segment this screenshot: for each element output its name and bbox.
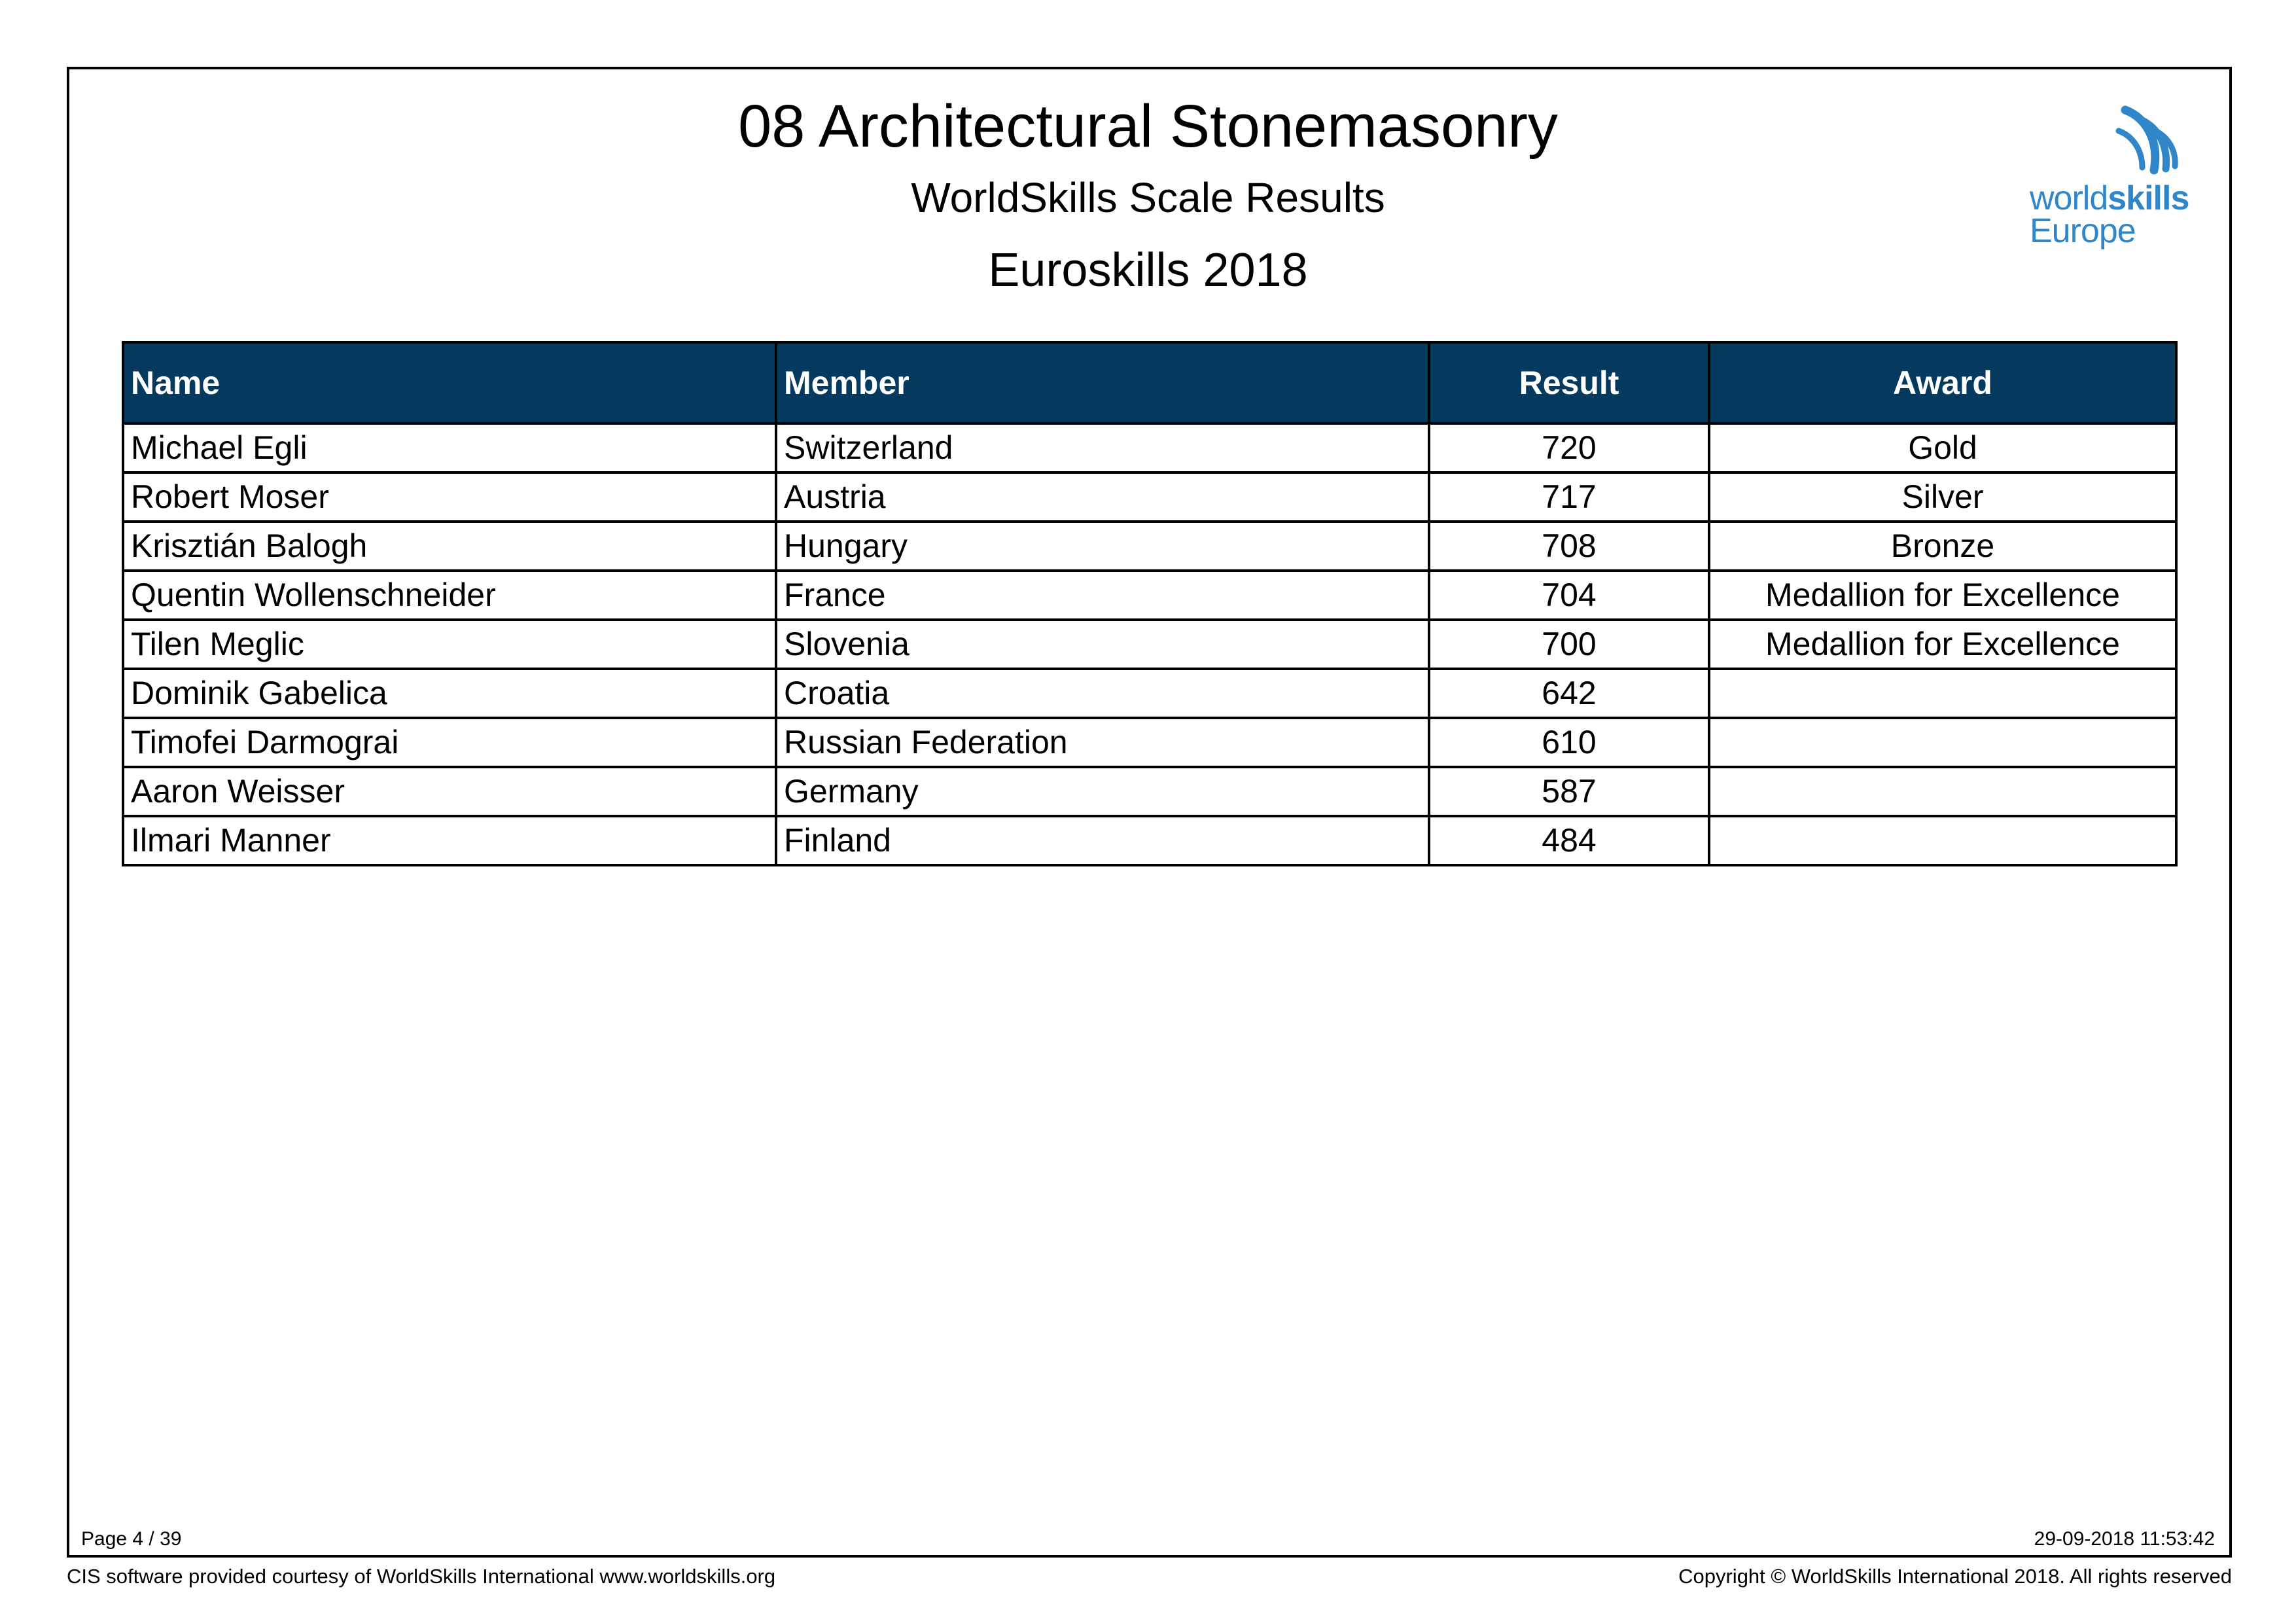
cell-member: Croatia [776,669,1429,718]
cell-name: Quentin Wollenschneider [123,571,776,620]
cell-award: Medallion for Excellence [1709,620,2176,669]
table-row [123,669,2176,718]
cell-result: 587 [1429,767,1709,816]
cell-name: Timofei Darmograi [123,718,776,767]
cell-award [1709,718,2176,767]
cell-result: 642 [1429,669,1709,718]
column-header-name: Name [123,342,776,423]
cell-name: Dominik Gabelica [123,669,776,718]
cell-result: 717 [1429,473,1709,522]
column-header-result: Result [1429,342,1709,423]
table-row [123,816,2176,865]
cell-name: Tilen Meglic [123,620,776,669]
cell-result: 720 [1429,423,1709,473]
column-header-member: Member [776,342,1429,423]
worldskills-swirl-icon [2113,105,2185,183]
cell-member: Slovenia [776,620,1429,669]
event-name: Euroskills 2018 [988,244,1308,296]
cell-award [1709,816,2176,865]
column-header-award: Award [1709,342,2176,423]
cell-member: France [776,571,1429,620]
logo-word-skills: skills [2108,179,2189,217]
cell-result: 704 [1429,571,1709,620]
worldskills-europe-logo [2015,105,2192,262]
table-row [123,473,2176,522]
cell-award: Silver [1709,473,2176,522]
results-table [122,341,2178,866]
cell-award [1709,767,2176,816]
cell-name: Krisztián Balogh [123,522,776,571]
cell-award [1709,669,2176,718]
print-timestamp: 29-09-2018 11:53:42 [2034,1528,2215,1550]
cell-member: Germany [776,767,1429,816]
cell-result: 484 [1429,816,1709,865]
cell-member: Switzerland [776,423,1429,473]
table-row [123,718,2176,767]
cell-result: 708 [1429,522,1709,571]
page-title: 08 Architectural Stonemasonry [738,93,1558,160]
cell-member: Austria [776,473,1429,522]
table-row [123,423,2176,473]
cell-name: Robert Moser [123,473,776,522]
cell-name: Aaron Weisser [123,767,776,816]
table-header-row [123,342,2176,423]
cell-name: Ilmari Manner [123,816,776,865]
cell-member: Russian Federation [776,718,1429,767]
logo-wordmark [2030,179,2189,250]
table-row [123,767,2176,816]
cell-member: Finland [776,816,1429,865]
cell-result: 610 [1429,718,1709,767]
table-row [123,620,2176,669]
cell-award: Bronze [1709,522,2176,571]
footer-copyright: Copyright © WorldSkills International 2018. All rights reserved [1678,1565,2232,1588]
logo-word-world: world [2030,179,2108,217]
table-row [123,522,2176,571]
cell-name: Michael Egli [123,423,776,473]
cell-result: 700 [1429,620,1709,669]
cell-member: Hungary [776,522,1429,571]
page-number: Page 4 / 39 [81,1528,182,1550]
cell-award: Gold [1709,423,2176,473]
footer-credit: CIS software provided courtesy of WorldSkills International www.worldskills.org [67,1565,776,1588]
logo-word-europe: Europe [2030,212,2136,250]
page-subtitle: WorldSkills Scale Results [911,174,1385,221]
table-row [123,571,2176,620]
cell-award: Medallion for Excellence [1709,571,2176,620]
